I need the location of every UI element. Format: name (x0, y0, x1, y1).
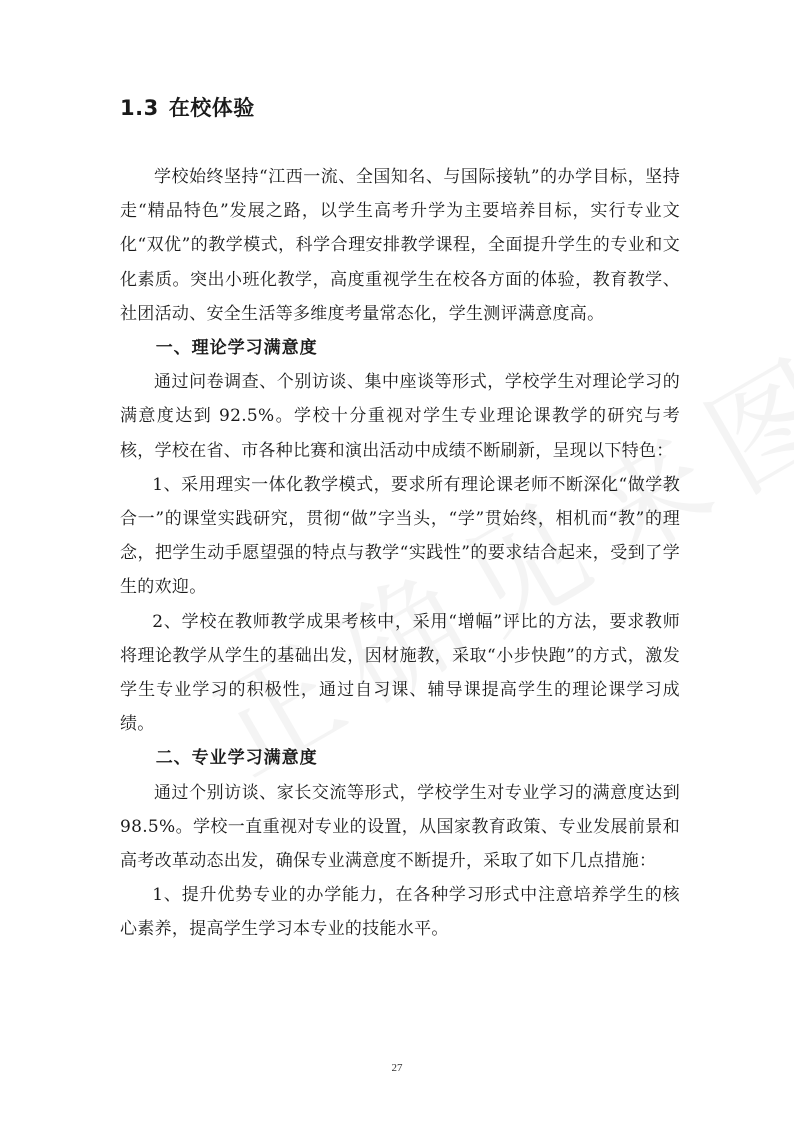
major-intro-paragraph: 通过个别访谈、家长交流等形式，学校学生对专业学习的满意度达到 98.5%。学校一直重视对专业的设置，从国家教育政策、专业发展前景和高考改革动态出发，确保专业满意度不断提升，采取了如下几点措施： (120, 782, 680, 872)
document-body (120, 160, 680, 947)
heading-theory-satisfaction: 一、理论学习满意度 (155, 338, 318, 359)
section-title-text: 在校体验 (168, 96, 255, 120)
page-number: 27 (391, 1062, 403, 1074)
major-point-1: 1、提升优势专业的办学能力，在各种学习形式中注意培养学生的核心素养，提高学生学习本专业的技能水平。 (120, 885, 680, 940)
section-number: 1.3 (120, 96, 159, 120)
theory-point-1: 1、采用理实一体化教学模式，要求所有理论课老师不断深化“做学教合一”的课堂实践研究，贯彻“做”字当头，“学”贯始终，相机而“教”的理念，把学生动手愿望强的特点与教学“实践性”的要求结合起来，受到了学生的欢迎。 (120, 474, 680, 598)
theory-point-2: 2、学校在教师教学成果考核中，采用“增幅”评比的方法，要求教师将理论教学从学生的基础出发，因材施教，采取“小步快跑”的方式，激发学生专业学习的积极性，通过自习课、辅导课提高学生的理论课学习成绩。 (120, 611, 680, 735)
heading-major-satisfaction: 二、专业学习满意度 (155, 748, 318, 769)
theory-intro-paragraph: 通过问卷调查、个别访谈、集中座谈等形式，学校学生对理论学习的满意度达到 92.5%。学校十分重视对学生专业理论课教学的研究与考核，学校在省、市各种比赛和演出活动中成绩不断刷新，呈现以下特色： (120, 372, 680, 461)
section-title (120, 92, 255, 122)
intro-paragraph: 学校始终坚持“江西一流、全国知名、与国际接轨”的办学目标，坚持走“精品特色”发展之路，以学生高考升学为主要培养目标，实行专业文化“双优”的教学模式，科学合理安排教学课程，全面提升学生的专业和文化素质。突出小班化教学，高度重视学生在校各方面的体验，教育教学、社团活动、安全生活等多维度考量常态化，学生测评满意度高。 (120, 167, 680, 324)
